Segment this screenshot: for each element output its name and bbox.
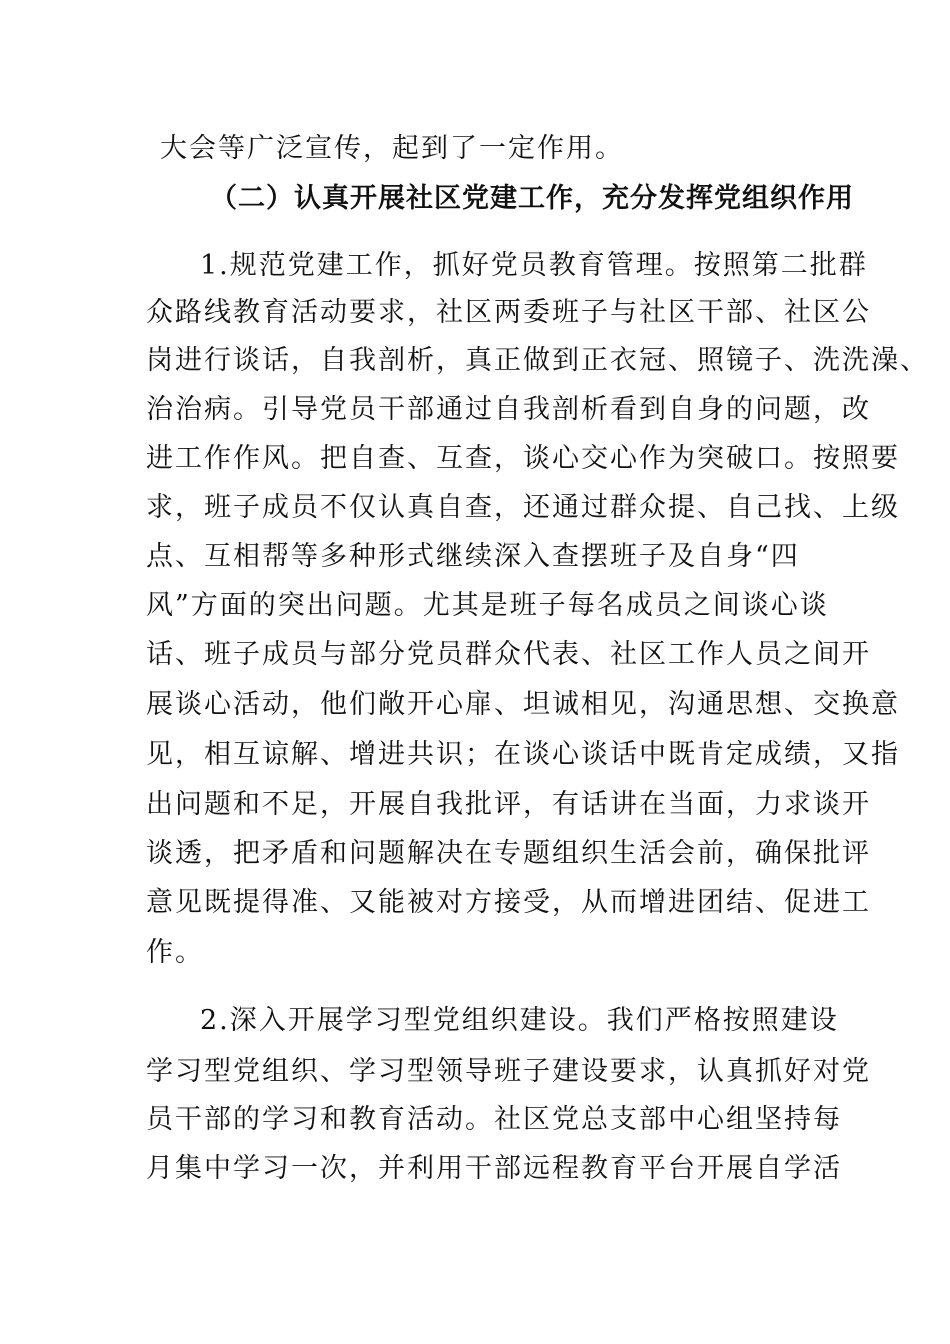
paragraph-2-line: 2.深入开展学习型党组织建设。我们严格按照建设 [200,1005,839,1036]
paragraph-2-line: 员干部的学习和教育活动。社区党总支部中心组坚持每 [146,1104,842,1135]
paragraph-1-line: 众路线教育活动要求，社区两委班子与社区干部、社区公 [146,297,871,328]
paragraph-1-line: 风”方面的突出问题。尤其是班子每名成员之间谈心谈 [146,590,829,621]
paragraph-1-line: 岗进行谈话，自我剖析，真正做到正衣冠、照镜子、洗洗澡、 [146,345,929,376]
paragraph-2-line: 月集中学习一次，并利用干部远程教育平台开展自学活 [146,1153,842,1184]
paragraph-1-line: 进工作作风。把自查、互查，谈心交心作为突破口。按照要 [146,443,900,474]
paragraph-1-line: 治治病。引导党员干部通过自我剖析看到自身的问题，改 [146,394,871,425]
paragraph-1-line: 谈透，把矛盾和问题解决在专题组织生活会前，确保批评 [146,838,871,869]
paragraph-1-line: 意见既提得准、又能被对方接受，从而增进团结、促进工 [146,887,871,918]
paragraph-1-line: 1.规范党建工作，抓好党员教育管理。按照第二批群 [200,250,868,281]
paragraph-1-line: 点、互相帮等多种形式继续深入查摆班子及自身“四 [146,541,800,572]
paragraph-1-line: 作。 [146,937,204,968]
paragraph-1-line: 见，相互谅解、增进共识；在谈心谈话中既肯定成绩，又指 [146,739,900,770]
paragraph-1-line: 展谈心活动，他们敞开心扉、坦诚相见，沟通思想、交换意 [146,689,900,720]
paragraph-1-line: 出问题和不足，开展自我批评，有话讲在当面，力求谈开 [146,789,871,820]
section-heading: （二）认真开展社区党建工作，充分发挥党组织作用 [210,183,854,214]
paragraph-1-line: 话、班子成员与部分党员群众代表、社区工作人员之间开 [146,639,871,670]
text-line: 大会等广泛宣传，起到了一定作用。 [160,133,624,164]
paragraph-1-line: 求，班子成员不仅认真自查，还通过群众提、自己找、上级 [146,492,900,523]
paragraph-2-line: 学习型党组织、学习型领导班子建设要求，认真抓好对党 [146,1056,871,1087]
